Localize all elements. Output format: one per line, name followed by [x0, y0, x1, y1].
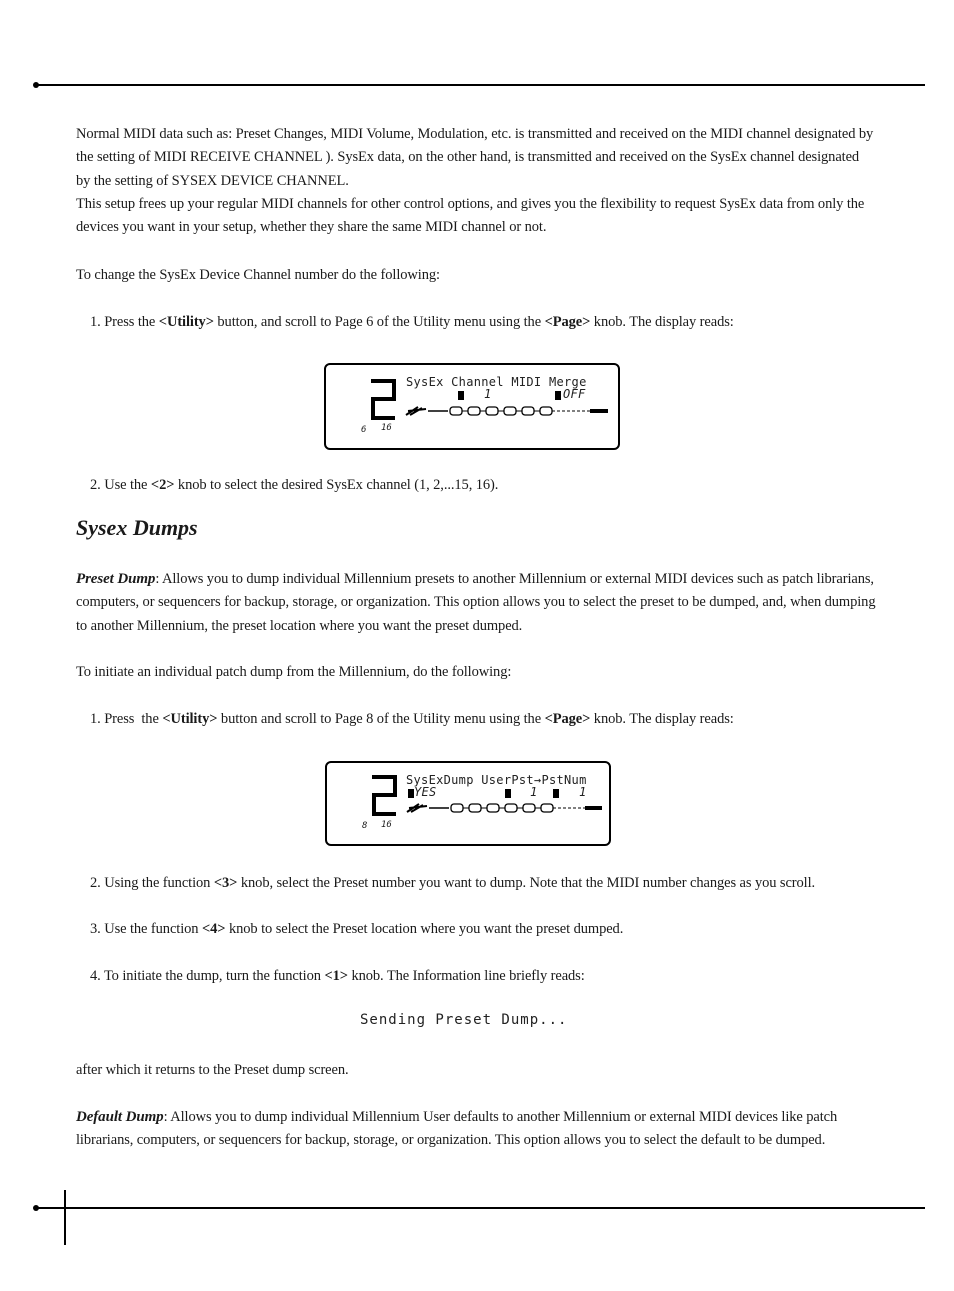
lcd-value-channel: 1: [484, 387, 492, 401]
lcd-value-preset-num: 1: [579, 785, 587, 799]
step-b3: 3. Use the function <4> knob to select the Preset location where you want the preset dumped.: [90, 921, 624, 937]
lcd-value-dump: YES: [414, 785, 437, 799]
step-b1: 1. Press the <Utility> button and scroll to Page 8 of the Utility menu using the <Page> knob. The display reads:: [90, 711, 734, 727]
initiate-dump-intro: To initiate an individual patch dump from the Millennium, do the following:: [76, 664, 512, 680]
intro-text-a: Normal MIDI data such as: Preset Changes, MIDI Volume, Modulation, etc. is transmitted and received on the MIDI channel designated by the setting of MIDI RECEIVE CHANNEL ). SysEx data, on the other hand, is transmitted and received on the SysEx channel designated by the setting of SYSEX DEVICE CHANNEL.: [76, 126, 874, 189]
knob-bar-icon: [404, 403, 614, 419]
top-rule: [36, 84, 925, 86]
change-channel-intro: To change the SysEx Device Channel number do the following:: [76, 267, 440, 283]
lcd-page-number: 8: [362, 821, 368, 831]
lcd-page-total: 16: [381, 423, 392, 433]
lcd-display-sysex-dump: [325, 761, 611, 846]
step-a2: 2. Use the <2> knob to select the desired SysEx channel (1, 2,...15, 16).: [90, 477, 499, 493]
lcd-header: SysEx Channel MIDI Merge: [406, 375, 587, 389]
lcd-display-sysex-channel: [324, 363, 620, 450]
default-dump-term: Default Dump: [76, 1109, 164, 1125]
big-digit: [369, 773, 399, 819]
default-dump-paragraph: Default Dump: Allows you to dump individual Millennium User defaults to another Millennium or external MIDI devices like patch librarians, computers, or sequencers for backup, storage, or organization. This option allows you to select the default to be dumped.: [76, 1109, 838, 1149]
big-digit: [368, 377, 398, 423]
block-marker: [555, 391, 561, 400]
lcd-page-total: 16: [381, 820, 392, 830]
lcd-page-number: 6: [361, 425, 367, 435]
block-marker: [458, 391, 464, 400]
lcd-header: SysExDump UserPst→PstNum: [406, 773, 587, 787]
section-heading: Sysex Dumps: [76, 515, 198, 540]
lcd-value-merge: OFF: [563, 387, 586, 401]
intro-paragraph: [76, 123, 876, 239]
step-b4: 4. To initiate the dump, turn the function <1> knob. The Information line briefly reads:: [90, 968, 585, 984]
information-line: Sending Preset Dump...: [360, 1012, 568, 1028]
preset-dump-term: Preset Dump: [76, 571, 156, 587]
lcd-value-user-preset: 1: [530, 785, 538, 799]
bottom-rule: [36, 1207, 925, 1209]
step-b2: 2. Using the function <3> knob, select the Preset number you want to dump. Note that the MIDI number changes as you scroll.: [90, 875, 816, 891]
step-a1: 1. Press the <Utility> button, and scroll to Page 6 of the Utility menu using the <Page> knob. The display reads:: [90, 314, 734, 330]
after-dump-text: after which it returns to the Preset dump screen.: [76, 1062, 349, 1078]
top-rule-dot: [33, 82, 39, 88]
block-marker: [505, 789, 511, 798]
block-marker: [553, 789, 559, 798]
knob-bar-icon: [405, 800, 605, 816]
intro-text-b: This setup frees up your regular MIDI channels for other control options, and gives you the flexibility to request SysEx data from only the devices you want in your setup, whether they share the same MIDI channel or not.: [76, 195, 865, 236]
bottom-rule-dot: [33, 1205, 39, 1211]
preset-dump-paragraph: Preset Dump: Allows you to dump individual Millennium presets to another Millennium or external MIDI devices such as patch librarians, computers, or sequencers for backup, storage, or organization. This option allows you to select the preset to be dumped, and, when dumping to another Millennium, the preset location where you want the preset dumped.: [76, 571, 876, 634]
bottom-vertical-tick: [64, 1190, 66, 1245]
